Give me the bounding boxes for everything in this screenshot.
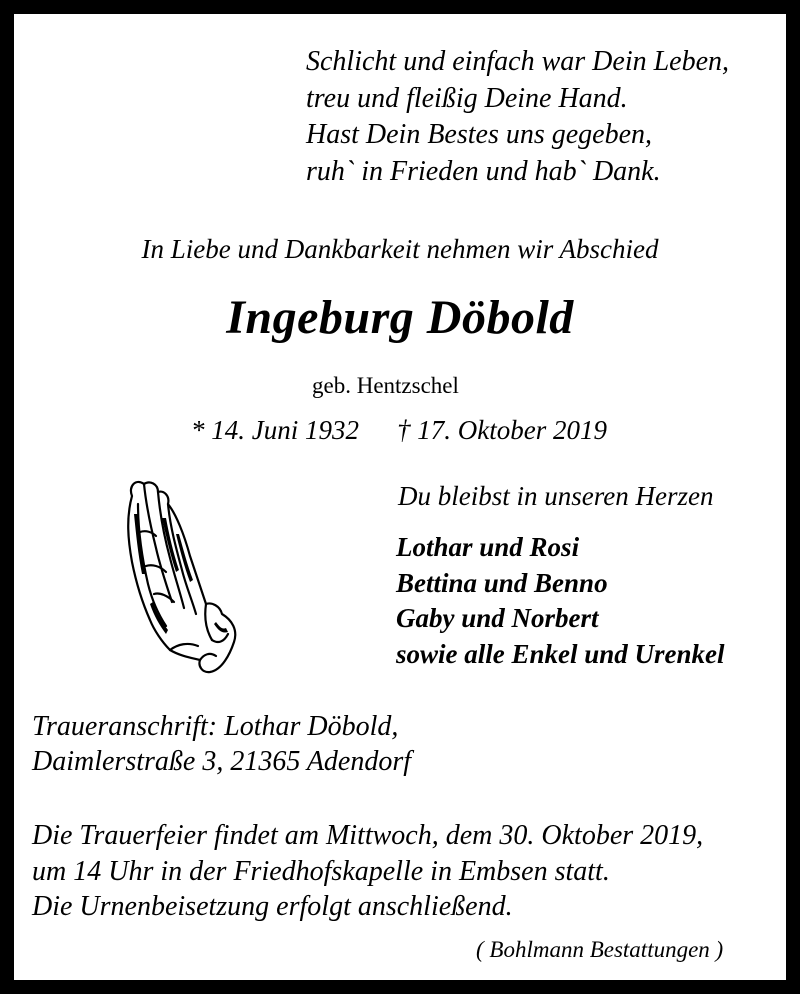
farewell-text: In Liebe und Dankbarkeit nehmen wir Abschied [141, 234, 659, 264]
obituary-card [14, 14, 786, 980]
service-line: Die Trauerfeier findet am Mittwoch, dem 30. Oktober 2019, [32, 820, 704, 851]
poem [306, 44, 729, 190]
family-member: sowie alle Enkel und Urenkel [396, 638, 725, 669]
birth-date: * 14. Juni 1932 [191, 415, 359, 445]
family-member: Lothar und Rosi [396, 532, 580, 562]
service-line: um 14 Uhr in der Friedhofskapelle in Embsen statt. [32, 855, 610, 887]
deceased-name: Ingeburg Döbold [226, 291, 574, 344]
address-line: Traueranschrift: Lothar Döbold, [32, 711, 399, 742]
maiden-name: geb. Hentzschel [312, 373, 459, 398]
undertaker-credit: ( Bohlmann Bestattungen ) [476, 937, 724, 962]
poem-line: Hast Dein Bestes uns gegeben, [306, 119, 653, 150]
family-list [396, 530, 725, 672]
service-line: Die Urnenbeisetzung erfolgt anschließend. [32, 891, 513, 922]
remembrance-text: Du bleibst in unseren Herzen [398, 481, 714, 511]
service-info [32, 818, 703, 925]
poem-line: treu und fleißig Deine Hand. [306, 82, 628, 114]
poem-line: Schlicht und einfach war Dein Leben, [306, 46, 730, 77]
praying-hands-icon [110, 474, 242, 674]
family-member: Gaby und Norbert [396, 603, 599, 633]
address-line: Daimlerstraße 3, 21365 Adendorf [32, 746, 412, 777]
family-member: Bettina und Benno [396, 567, 608, 598]
death-date: † 17. Oktober 2019 [397, 415, 607, 445]
mourning-address [32, 709, 411, 779]
poem-line: ruh` in Frieden und hab` Dank. [306, 155, 661, 187]
